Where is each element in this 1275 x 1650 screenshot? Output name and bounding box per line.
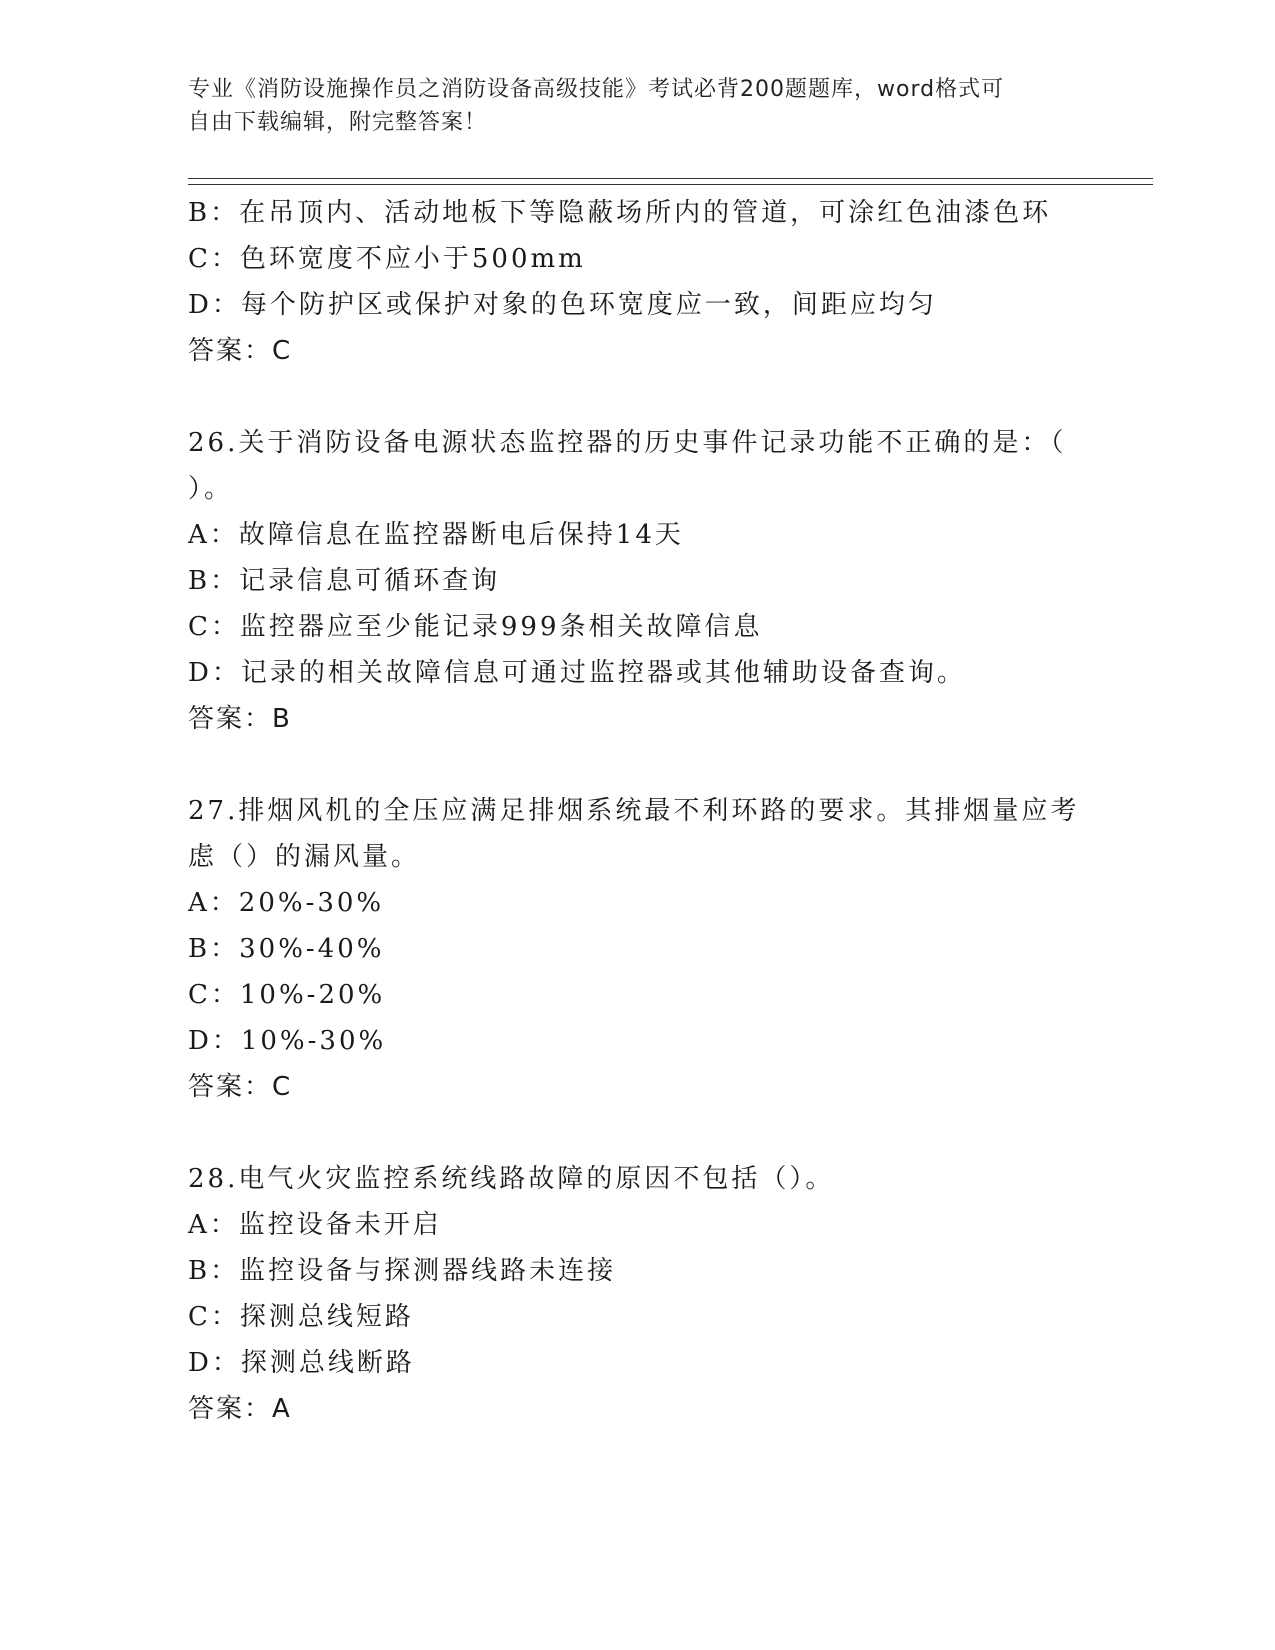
- option-d: D：每个防护区或保护对象的色环宽度应一致，间距应均匀: [188, 290, 937, 320]
- header-divider-top: [188, 178, 1153, 179]
- question-25-continued: [188, 190, 1088, 374]
- question-stem-line-2: 虑（）的漏风量。: [188, 842, 421, 872]
- answer-line: [188, 1064, 1088, 1110]
- option-c: C：色环宽度不应小于500mm: [188, 244, 586, 274]
- header-line-1: 专业《消防设施操作员之消防设备高级技能》考试必背200题题库，word格式可: [188, 77, 1005, 102]
- question-stem-line-2: ）。: [188, 474, 234, 504]
- option-a: A：监控设备未开启: [188, 1210, 442, 1240]
- answer-label: 答案：: [188, 1394, 273, 1424]
- header-divider-bottom: [188, 184, 1153, 185]
- option-b: B：记录信息可循环查询: [188, 566, 501, 596]
- answer-line: [188, 328, 1088, 374]
- question-list: [188, 190, 1088, 1478]
- answer-label: 答案：: [188, 336, 273, 366]
- option-d: D：记录的相关故障信息可通过监控器或其他辅助设备查询。: [188, 658, 966, 688]
- option-b: B：监控设备与探测器线路未连接: [188, 1256, 617, 1286]
- option-c: C：监控器应至少能记录999条相关故障信息: [188, 612, 763, 642]
- document-header: [188, 73, 1068, 139]
- option-c: C：10%-20%: [188, 980, 386, 1010]
- option-d: D：探测总线断路: [188, 1348, 415, 1378]
- question-stem-line-1: 27.排烟风机的全压应满足排烟系统最不利环路的要求。其排烟量应考: [188, 796, 1080, 826]
- question-28: [188, 1156, 1088, 1432]
- question-26: [188, 420, 1088, 742]
- option-c: C：探测总线短路: [188, 1302, 414, 1332]
- answer-value: C: [272, 1072, 292, 1102]
- answer-line: [188, 696, 1088, 742]
- option-a: A：故障信息在监控器断电后保持14天: [188, 520, 684, 550]
- answer-value: C: [272, 336, 292, 366]
- option-b: B：30%-40%: [188, 934, 385, 964]
- question-27: [188, 788, 1088, 1110]
- answer-value: B: [272, 704, 291, 734]
- option-a: A：20%-30%: [188, 888, 385, 918]
- question-stem: [188, 420, 1088, 512]
- option-b: B：在吊顶内、活动地板下等隐蔽场所内的管道，可涂红色油漆色环: [188, 198, 1052, 228]
- answer-label: 答案：: [188, 1072, 273, 1102]
- option-d: D：10%-30%: [188, 1026, 387, 1056]
- answer-value: A: [272, 1394, 291, 1424]
- header-line-2: 自由下载编辑，附完整答案！: [188, 110, 488, 135]
- question-stem-line-1: 26.关于消防设备电源状态监控器的历史事件记录功能不正确的是：（: [188, 428, 1067, 458]
- question-stem: [188, 788, 1088, 880]
- answer-label: 答案：: [188, 704, 273, 734]
- question-stem: [188, 1156, 1088, 1202]
- answer-line: [188, 1386, 1088, 1432]
- question-stem-line-1: 28.电气火灾监控系统线路故障的原因不包括（）。: [188, 1164, 835, 1194]
